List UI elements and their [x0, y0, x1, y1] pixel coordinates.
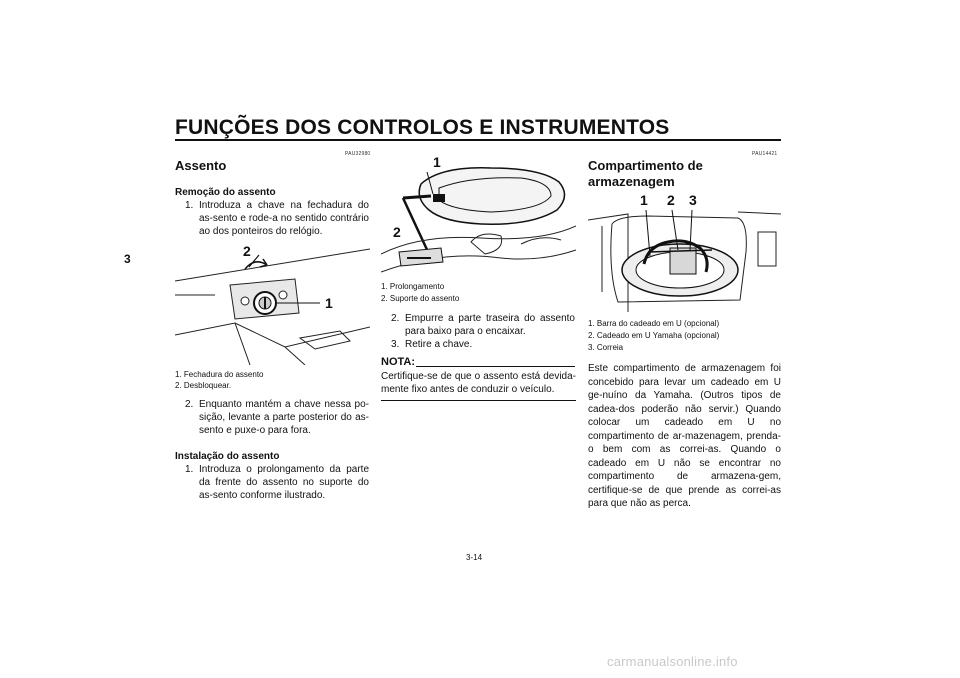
chapter-tab: 3 — [124, 252, 131, 266]
step-text: Introduza o prolongamento da parte da frente do assento no suporte do as-sento conforme ilustrado. — [199, 464, 369, 501]
subheading-installation: Instalação do assento — [175, 451, 280, 462]
list-item — [185, 398, 371, 438]
list-item — [185, 463, 371, 503]
figure-callout: 2 — [393, 224, 401, 240]
step-text: Introduza a chave na fechadura do as-sento e rode-a no sentido contrário ao dos ponteiros do relógio. — [199, 200, 369, 237]
seat-install-illustration — [381, 154, 576, 278]
list-item — [391, 338, 577, 352]
section-code: PAU14421 — [752, 151, 778, 157]
subheading-removal: Remoção do assento — [175, 187, 276, 198]
page-number: 3-14 — [466, 553, 483, 562]
figure-caption: 2. Cadeado em U Yamaha (opcional) — [588, 331, 720, 340]
page-title: FUNÇÕES DOS CONTROLOS E INSTRUMENTOS — [175, 116, 670, 139]
section-code: PAU32980 — [345, 151, 371, 157]
figure-callout: 1 — [433, 154, 441, 170]
figure-callout: 3 — [689, 192, 697, 208]
header-rule — [175, 139, 781, 141]
step-number: 2. — [185, 399, 194, 410]
list-item — [185, 199, 371, 239]
section-title-storage-line2: armazenagem — [588, 174, 675, 189]
step-text: Retire a chave. — [405, 339, 473, 350]
seat-lock-illustration — [175, 243, 370, 365]
section-title-storage: Compartimento de — [588, 158, 703, 173]
figure-caption: 2. Suporte do assento — [381, 294, 460, 303]
step-number: 1. — [185, 464, 194, 475]
figure-caption: 2. Desbloquear. — [175, 381, 232, 390]
list-item — [391, 312, 577, 340]
watermark: carmanualsonline.info — [607, 654, 738, 669]
section-title-seat: Assento — [175, 158, 227, 173]
figure-caption: 1. Barra do cadeado em U (opcional) — [588, 319, 720, 328]
figure-storage — [588, 192, 781, 312]
figure-callout: 2 — [243, 243, 251, 259]
figure-caption: 1. Fechadura do assento — [175, 370, 264, 379]
figure-caption: 1. Prolongamento — [381, 282, 445, 291]
note-rule-bottom — [381, 400, 576, 401]
note-label: NOTA: — [381, 356, 416, 368]
figure-callout: 1 — [640, 192, 648, 208]
figure-callout: 1 — [325, 295, 333, 311]
figure-seat-install — [381, 154, 576, 278]
step-text: Enquanto mantém a chave nessa po-sição, levante a parte posterior do as-sento e puxe-o para fora. — [199, 399, 369, 436]
figure-seat-lock — [175, 243, 370, 365]
step-text: Empurre a parte traseira do assento para baixo para o encaixar. — [405, 313, 575, 337]
step-number: 3. — [391, 339, 400, 350]
note-text: Certifique-se de que o assento está devida-mente fixo antes de conduzir o veículo. — [381, 371, 576, 395]
figure-caption: 3. Correia — [588, 343, 624, 352]
step-number: 2. — [391, 313, 400, 324]
figure-callout: 2 — [667, 192, 675, 208]
step-number: 1. — [185, 200, 194, 211]
note-rule-top — [416, 366, 575, 367]
storage-body-text: Este compartimento de armazenagem foi concebido para levar um cadeado em U ge-nuíno da Yamaha. (Outros tipos de cadea-dos poderão não servir.) Quando colocar um cadeado em U no compartimento de ar-mazenagem, prenda-o bem com as correi-as. Quando o cadeado em U não se encontrar no compartimento de armazena-gem, certifique-se de que prende as correi-as para que não as perca. — [588, 363, 781, 509]
storage-compartment-illustration — [588, 192, 781, 312]
